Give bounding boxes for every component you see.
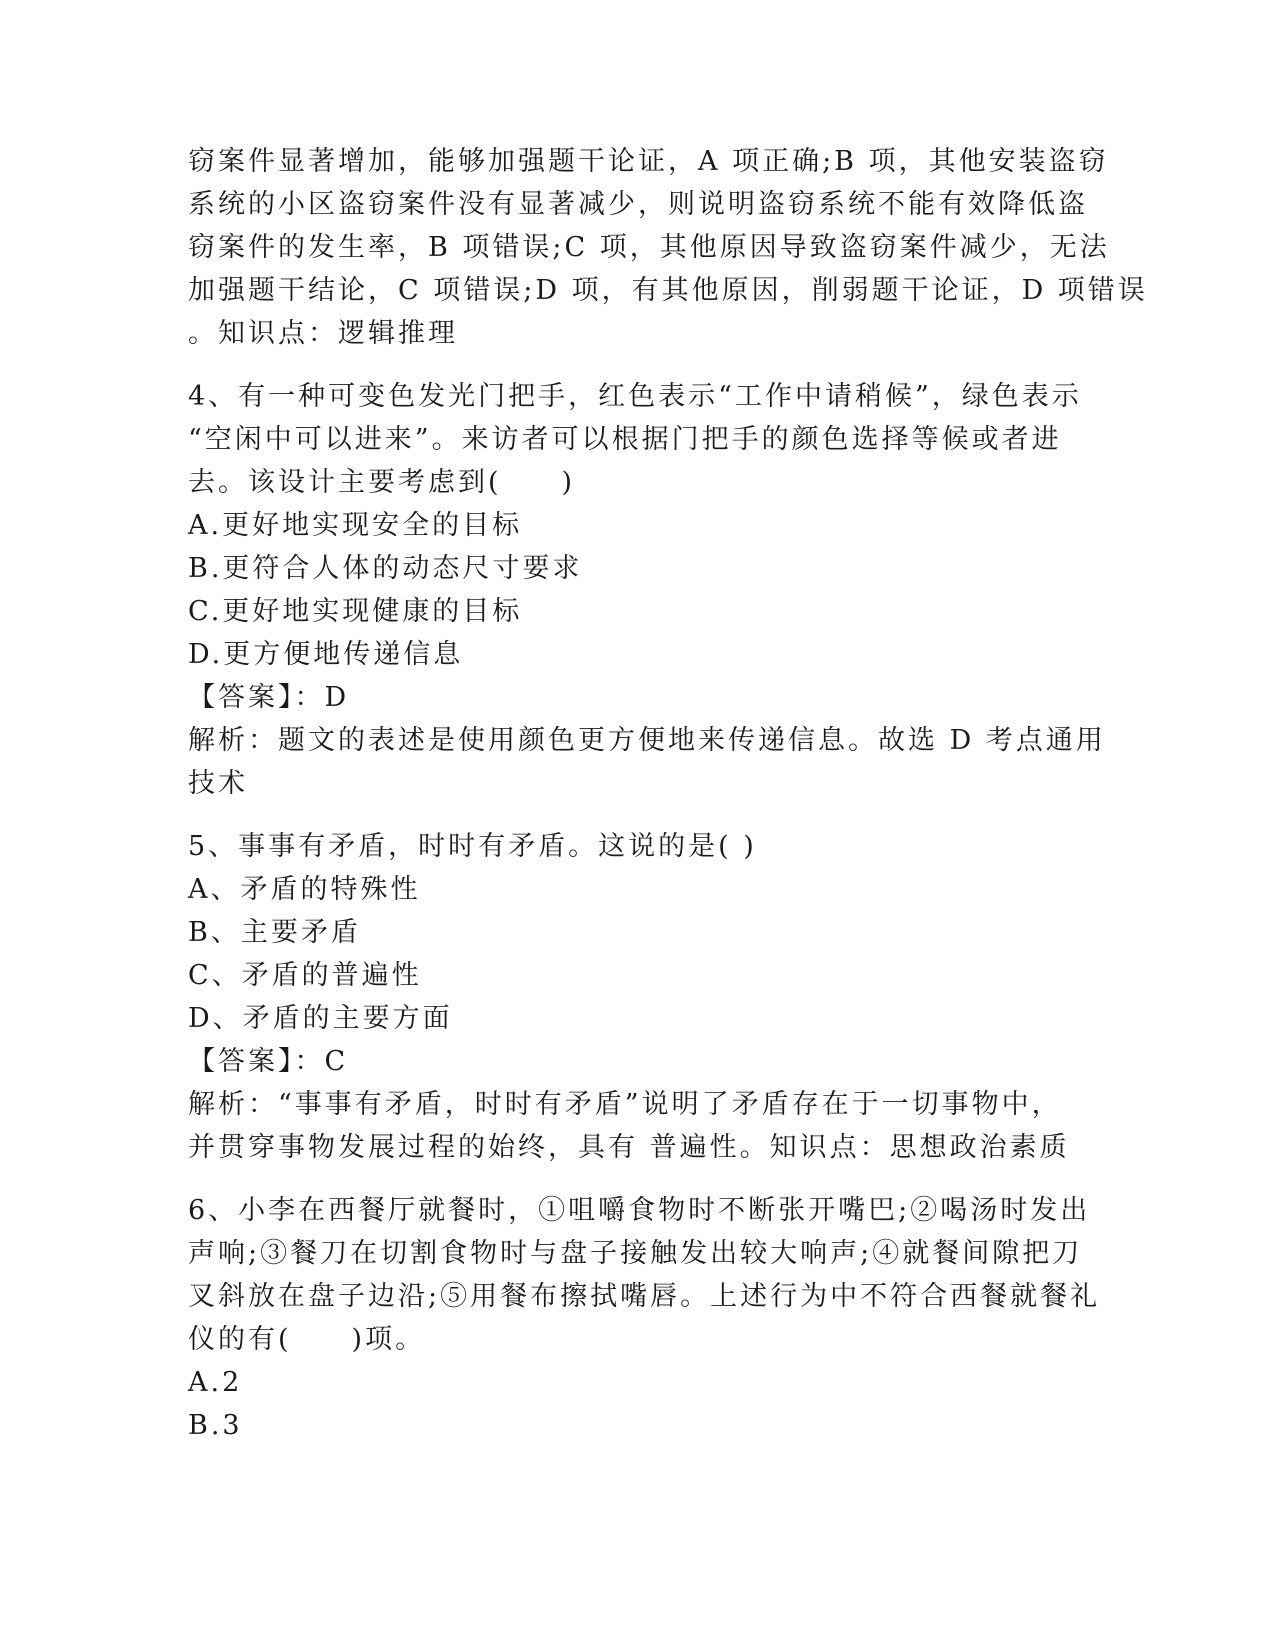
previous-analysis bbox=[188, 140, 1148, 355]
question-stem-line: 声响;③餐刀在切割食物时与盘子接触发出较大响声;④就餐间隙把刀 bbox=[188, 1238, 1083, 1269]
question-6 bbox=[188, 1189, 1101, 1447]
option-a: A.2 bbox=[188, 1367, 243, 1398]
option-c: C.更好地实现健康的目标 bbox=[188, 596, 523, 627]
analysis-line: 系统的小区盗窃案件没有显著减少，则说明盗窃系统不能有效降低盗 bbox=[188, 189, 1088, 220]
analysis-line: 加强题干结论，C 项错误;D 项，有其他原因，削弱题干论证，D 项错误 bbox=[188, 275, 1148, 306]
question-stem-line: 4、有一种可变色发光门把手，红色表示“工作中请稍候”，绿色表示 bbox=[188, 381, 1082, 412]
option-b: B.更符合人体的动态尺寸要求 bbox=[188, 553, 583, 584]
option-d: D、矛盾的主要方面 bbox=[188, 1003, 453, 1034]
option-a: A.更好地实现安全的目标 bbox=[188, 510, 523, 541]
analysis-line: 窃案件显著增加，能够加强题干论证，A 项正确;B 项，其他安装盗窃 bbox=[188, 146, 1109, 177]
question-stem-line: “空闲中可以进来”。来访者可以根据门把手的颜色选择等候或者进 bbox=[188, 424, 1062, 455]
analysis-line: 窃案件的发生率，B 项错误;C 项，其他原因导致盗窃案件减少，无法 bbox=[188, 232, 1110, 263]
option-c: C、矛盾的普遍性 bbox=[188, 960, 422, 991]
question-stem-line: 去。该设计主要考虑到( ) bbox=[188, 467, 576, 498]
analysis-line: 技术 bbox=[188, 768, 248, 799]
analysis-line: 并贯穿事物发展过程的始终，具有 普遍性。知识点：思想政治素质 bbox=[188, 1132, 1070, 1163]
question-4 bbox=[188, 375, 1106, 805]
question-stem-line: 仪的有( )项。 bbox=[188, 1324, 426, 1355]
option-d: D.更方便地传递信息 bbox=[188, 639, 464, 670]
analysis-line: 解析：“事事有矛盾，时时有矛盾”说明了矛盾存在于一切事物中， bbox=[188, 1089, 1062, 1120]
option-b: B.3 bbox=[188, 1410, 243, 1441]
question-stem-line: 6、小李在西餐厅就餐时，①咀嚼食物时不断张开嘴巴;②喝汤时发出 bbox=[188, 1195, 1091, 1226]
question-stem-line: 5、事事有矛盾，时时有矛盾。这说的是( ) bbox=[188, 831, 757, 862]
option-a: A、矛盾的特殊性 bbox=[188, 874, 421, 905]
question-stem-line: 叉斜放在盘子边沿;⑤用餐布擦拭嘴唇。上述行为中不符合西餐就餐礼 bbox=[188, 1281, 1101, 1312]
answer-line: 【答案】：D bbox=[188, 682, 350, 713]
option-b: B、主要矛盾 bbox=[188, 917, 361, 948]
question-5 bbox=[188, 825, 1088, 1169]
answer-line: 【答案】：C bbox=[188, 1046, 349, 1077]
analysis-line: 。知识点：逻辑推理 bbox=[188, 318, 458, 349]
analysis-line: 解析：题文的表述是使用颜色更方便地来传递信息。故选 D 考点通用 bbox=[188, 725, 1106, 756]
document-page bbox=[188, 140, 1148, 1447]
